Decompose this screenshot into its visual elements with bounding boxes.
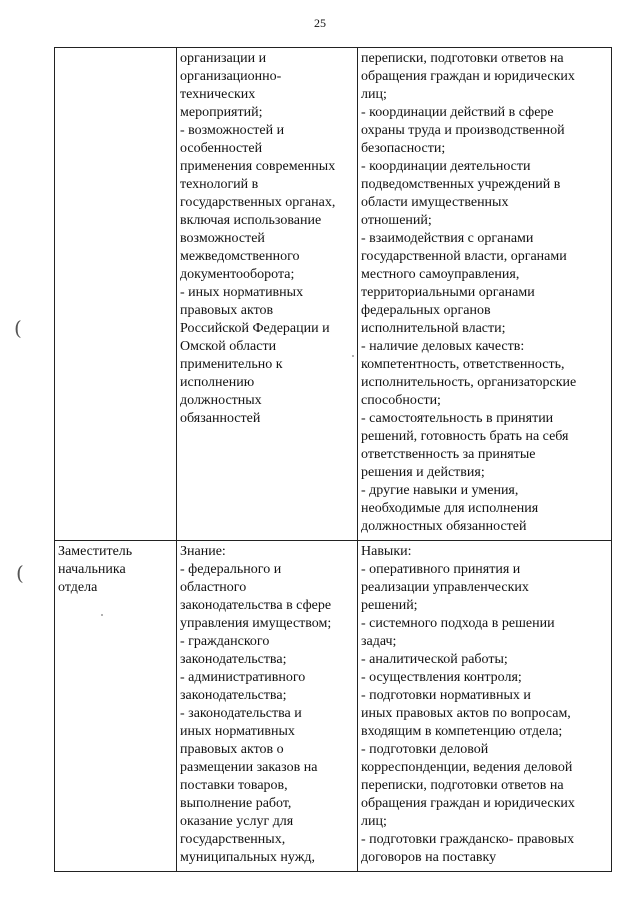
margin-bracket-mark: ( <box>14 316 22 340</box>
cell-text-line: выполнение работ, <box>180 796 292 811</box>
cell-text-line: обязанностей <box>180 411 261 426</box>
cell-text-line: компетентность, ответственность, <box>361 357 565 372</box>
cell-text-line: - координации деятельности <box>361 159 531 174</box>
cell-text-line: организационно- <box>180 69 282 84</box>
table-row <box>55 48 612 541</box>
cell-text-line: особенностей <box>180 141 263 156</box>
qualification-table <box>54 47 612 872</box>
cell-text-line: отдела <box>58 580 98 595</box>
cell-text-line: обращения граждан и юридических <box>361 796 575 811</box>
cell-text-line: ответственность за принятые <box>361 447 536 462</box>
cell-text-line: охраны труда и производственной <box>361 123 565 138</box>
cell-text-line: документооборота; <box>180 267 295 282</box>
cell-text-line: федеральных органов <box>361 303 491 318</box>
cell-text-line: применительно к <box>180 357 283 372</box>
cell-text-line: - оперативного принятия и <box>361 562 521 577</box>
cell-text-line: - другие навыки и умения, <box>361 483 519 498</box>
cell-text-line: технических <box>180 87 256 102</box>
position-cell <box>55 541 177 872</box>
cell-text-line: государственной власти, органами <box>361 249 567 264</box>
cell-text-line: размещении заказов на <box>180 760 318 775</box>
cell-text-line: безопасности; <box>361 141 446 156</box>
table-row <box>55 541 612 872</box>
cell-text-line: - координации действий в сфере <box>361 105 554 120</box>
cell-text-line: лиц; <box>361 87 387 102</box>
skills-cell <box>358 48 612 541</box>
cell-text-line: переписки, подготовки ответов на <box>361 51 564 66</box>
cell-text-line: исполнению <box>180 375 255 390</box>
cell-text-line: государственных, <box>180 832 286 847</box>
cell-text-line: включая использование <box>180 213 322 228</box>
cell-text-line: задач; <box>361 634 397 649</box>
cell-text-line: входящим в компетенцию отдела; <box>361 724 563 739</box>
cell-text-line: - аналитической работы; <box>361 652 508 667</box>
cell-text-line: территориальными органами <box>361 285 535 300</box>
cell-text-line: решений; <box>361 598 418 613</box>
cell-text-line: должностных обязанностей <box>361 519 527 534</box>
cell-text-line: корреспонденции, ведения деловой <box>361 760 573 775</box>
cell-text-line: лиц; <box>361 814 387 829</box>
cell-text-line: Знание: <box>180 544 226 559</box>
cell-text-line: отношений; <box>361 213 432 228</box>
cell-text-line: способности; <box>361 393 441 408</box>
cell-text-line: Навыки: <box>361 544 412 559</box>
skills-cell <box>358 541 612 872</box>
cell-text-line: - гражданского <box>180 634 270 649</box>
cell-text-line: управления имуществом; <box>180 616 332 631</box>
cell-text-line: - административного <box>180 670 306 685</box>
cell-text-line: государственных органах, <box>180 195 336 210</box>
cell-text-line: законодательства; <box>180 652 287 667</box>
cell-text-line: поставки товаров, <box>180 778 288 793</box>
cell-text-line: - федерального и <box>180 562 282 577</box>
cell-text-line: иных правовых актов по вопросам, <box>361 706 571 721</box>
cell-text-line: обращения граждан и юридических <box>361 69 575 84</box>
cell-text-line: - законодательства и <box>180 706 302 721</box>
cell-text-line: межведомственного <box>180 249 300 264</box>
cell-text-line: - иных нормативных <box>180 285 304 300</box>
cell-text-line: законодательства в сфере <box>180 598 332 613</box>
cell-text-line: - подготовки деловой <box>361 742 489 757</box>
cell-text-line: - осуществления контроля; <box>361 670 522 685</box>
page-number: 25 <box>314 16 326 30</box>
cell-text-line: области имущественных <box>361 195 509 210</box>
cell-text-line: реализации управленческих <box>361 580 529 595</box>
cell-text-line: - подготовки гражданско- правовых <box>361 832 575 847</box>
cell-text-line: необходимые для исполнения <box>361 501 539 516</box>
cell-text-line: организации и <box>180 51 267 66</box>
cell-text-line: - наличие деловых качеств: <box>361 339 525 354</box>
cell-text-line: муниципальных нужд, <box>180 850 316 865</box>
knowledge-cell <box>177 48 358 541</box>
margin-bracket-mark: ( <box>16 561 24 585</box>
cell-text-line: решения и действия; <box>361 465 485 480</box>
cell-text-line: иных нормативных <box>180 724 295 739</box>
cell-text-line: Российской Федерации и <box>180 321 330 336</box>
cell-text-line: переписки, подготовки ответов на <box>361 778 564 793</box>
cell-text-line: начальника <box>58 562 126 577</box>
cell-text-line: технологий в <box>180 177 259 192</box>
cell-text-line: должностных <box>180 393 262 408</box>
cell-text-line: оказание услуг для <box>180 814 294 829</box>
cell-text-line: правовых актов <box>180 303 274 318</box>
cell-text-line: применения современных <box>180 159 336 174</box>
cell-text-line: возможностей <box>180 231 265 246</box>
knowledge-cell <box>177 541 358 872</box>
cell-text-line: Заместитель <box>58 544 133 559</box>
cell-text-line: исполнительность, организаторские <box>361 375 577 390</box>
cell-text-line: мероприятий; <box>180 105 263 120</box>
position-cell <box>55 48 177 541</box>
cell-text-line: правовых актов о <box>180 742 284 757</box>
cell-text-line: - подготовки нормативных и <box>361 688 531 703</box>
cell-text-line: местного самоуправления, <box>361 267 520 282</box>
cell-text-line: решений, готовность брать на себя <box>361 429 569 444</box>
cell-text-line: - системного подхода в решении <box>361 616 555 631</box>
cell-text-line: исполнительной власти; <box>361 321 506 336</box>
cell-text-line: областного <box>180 580 247 595</box>
cell-text-line: - самостоятельность в принятии <box>361 411 554 426</box>
cell-text-line: договоров на поставку <box>361 850 497 865</box>
cell-text-line: законодательства; <box>180 688 287 703</box>
cell-text-line: - взаимодействия с органами <box>361 231 534 246</box>
cell-text-line: - возможностей и <box>180 123 285 138</box>
cell-text-line: Омской области <box>180 339 277 354</box>
cell-text-line: подведомственных учреждений в <box>361 177 561 192</box>
